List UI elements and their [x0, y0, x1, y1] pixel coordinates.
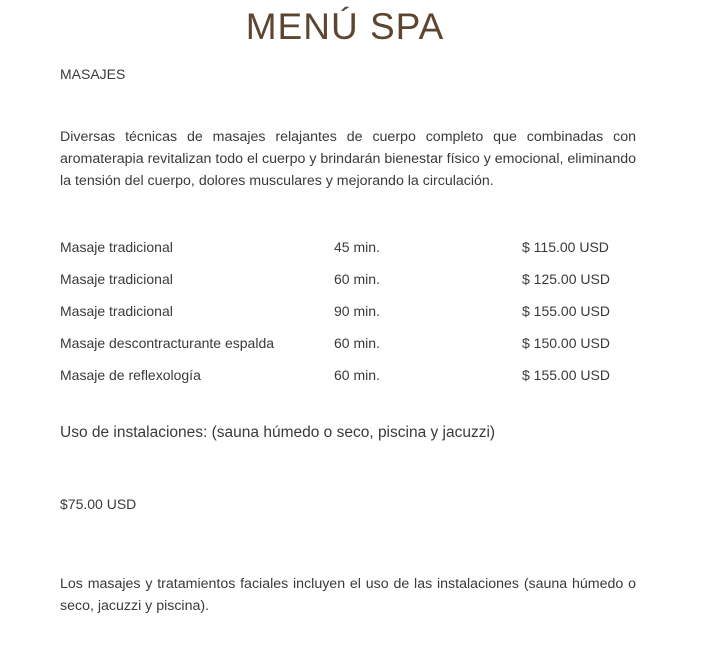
- price-table: [60, 231, 636, 391]
- included-facilities-note: Los masajes y tratamientos faciales incluyen el uso de las instalaciones (sauna húmedo o seco, jacuzzi y piscina).: [60, 576, 636, 614]
- facilities-price: $75.00 USD: [60, 496, 137, 512]
- service-name: Masaje tradicional: [60, 271, 173, 287]
- service-duration: 60 min.: [334, 271, 380, 287]
- service-price: $ 115.00 USD: [522, 239, 609, 255]
- facilities-title: Uso de instalaciones: (sauna húmedo o seco, piscina y jacuzzi): [60, 424, 496, 441]
- service-duration: 60 min.: [334, 367, 380, 383]
- service-name: Masaje tradicional: [60, 303, 173, 319]
- service-name: Masaje tradicional: [60, 239, 173, 255]
- service-price: $ 155.00 USD: [522, 303, 610, 319]
- section-heading-masajes: MASAJES: [60, 66, 126, 82]
- table-row: [60, 231, 636, 263]
- table-row: [60, 295, 636, 327]
- service-price: $ 150.00 USD: [522, 335, 610, 351]
- page-title: MENÚ SPA: [245, 6, 445, 47]
- table-row: [60, 327, 636, 359]
- table-row: [60, 359, 636, 391]
- masajes-description: Diversas técnicas de masajes relajantes de cuerpo completo que combinadas con aromaterapia revitalizan todo el cuerpo y brindarán bienestar físico y emocional, eliminando la tensión del cuerpo, dolores musculares y mejorando la circulación.: [60, 129, 636, 189]
- service-duration: 90 min.: [334, 303, 380, 319]
- service-name: Masaje de reflexología: [60, 367, 201, 383]
- service-duration: 60 min.: [334, 335, 380, 351]
- service-price: $ 155.00 USD: [522, 367, 610, 383]
- service-name: Masaje descontracturante espalda: [60, 335, 275, 351]
- service-price: $ 125.00 USD: [522, 271, 610, 287]
- service-duration: 45 min.: [334, 239, 380, 255]
- table-row: [60, 263, 636, 295]
